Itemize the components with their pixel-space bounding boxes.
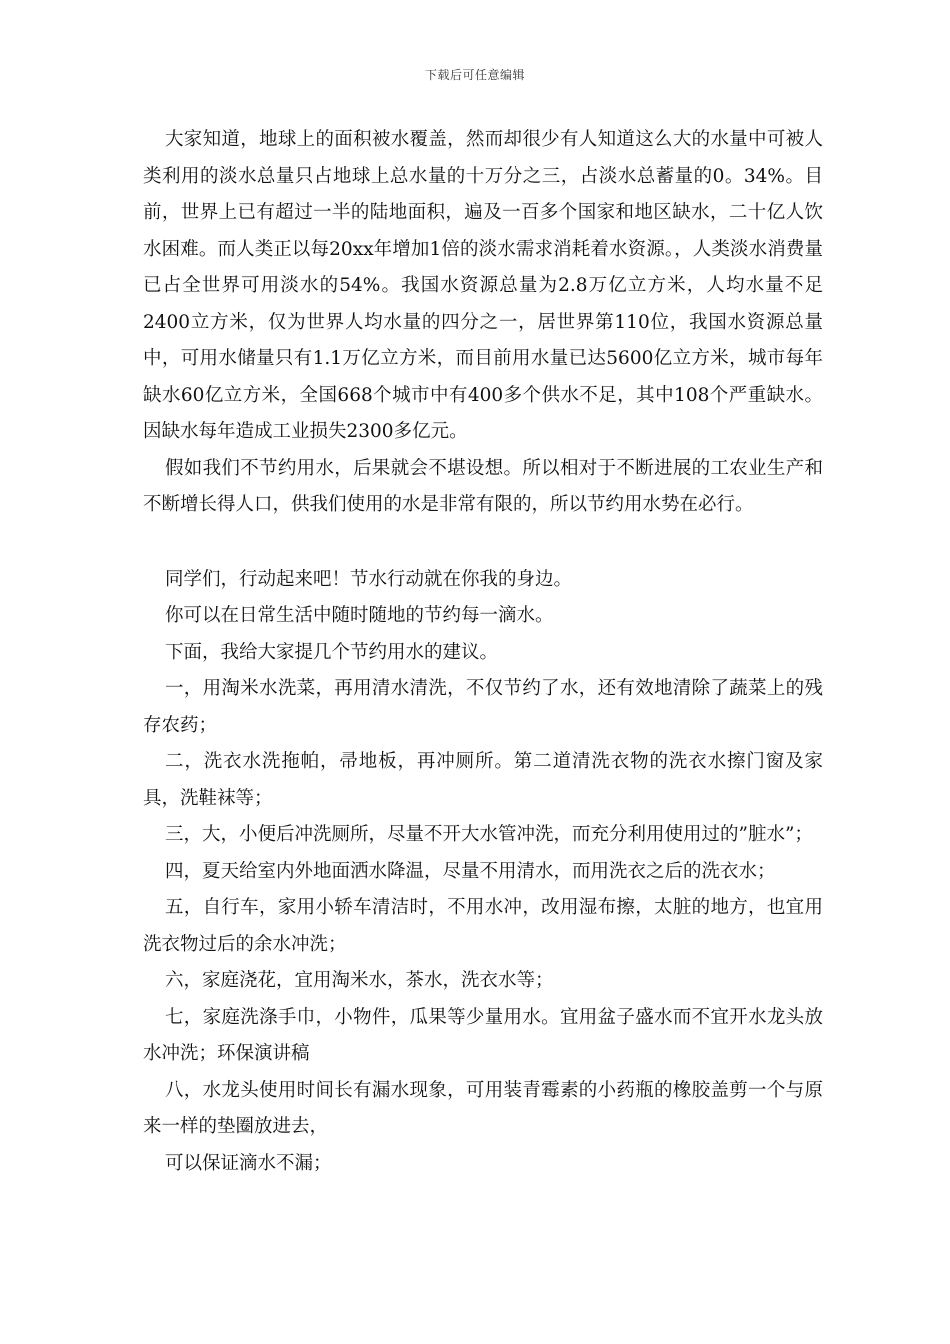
paragraph-suggestions-intro: 下面，我给大家提几个节约用水的建议。 [165, 641, 499, 663]
paragraph-consequence: 假如我们不节约用水，后果就会不堪设想。所以相对于不断进展的工农业生产和不断增长得人口，供我们使用的水是非常有限的，所以节约用水势在必行。 [143, 457, 823, 515]
paragraph-every-drop: 你可以在日常生活中随时随地的节约每一滴水。 [165, 605, 554, 626]
suggestion-item-6: 六，家庭浇花，宜用淘米水，茶水，洗衣水等； [165, 970, 554, 991]
suggestion-item-3: 三，大，小便后冲洗厕所，尽量不开大水管冲洗，而充分利用使用过的”脏水”； [165, 824, 813, 845]
document-body [143, 122, 823, 1182]
suggestion-item-5: 五，自行车，家用小轿车清洁时，不用水冲，改用湿布擦，太脏的地方，也宜用洗衣物过后的余水冲洗； [143, 897, 823, 955]
paragraph-call-to-action: 同学们，行动起来吧！节水行动就在你我的身边。 [165, 568, 573, 590]
suggestion-item-8: 八，水龙头使用时间长有漏水现象，可用装青霉素的小药瓶的橡胶盖剪一个与原来一样的垫圈放进去， [143, 1079, 823, 1137]
suggestion-item-4: 四，夏天给室内外地面洒水降温，尽量不用清水，而用洗衣之后的洗衣水； [165, 860, 776, 882]
suggestion-item-8-continued: 可以保证滴水不漏； [165, 1152, 332, 1174]
suggestion-item-7: 七，家庭洗涤手巾，小物件，瓜果等少量用水。宜用盆子盛水而不宜开水龙头放水冲洗；环保演讲稿 [143, 1006, 823, 1064]
page-header: 下载后可任意编辑 [424, 68, 525, 82]
suggestion-item-1: 一，用淘米水洗菜，再用清水清洗，不仅节约了水，还有效地清除了蔬菜上的残存农药； [143, 678, 823, 736]
paragraph-spacer [143, 524, 823, 562]
suggestion-item-2: 二，洗衣水洗拖帕，帚地板，再冲厕所。第二道清洗衣物的洗衣水擦门窗及家具，洗鞋袜等； [143, 751, 823, 809]
paragraph-water-facts: 大家知道，地球上的面积被水覆盖，然而却很少有人知道这么大的水量中可被人类利用的淡水总量只占地球上总水量的十万分之三，占淡水总蓄量的0。34%。目前，世界上已有超过一半的陆地面积，遍及一百多个国家和地区缺水，二十亿人饮水困难。而人类正以每20xx年增加1倍的淡水需求消耗着水资源。，人类淡水消费量已占全世界可用淡水的54%。我国水资源总量为2.8万亿立方米，人均水量不足2400立方米，仅为世界人均水量的四分之一，居世界第110位，我国水资源总量中，可用水储量只有1.1万亿立方米，而目前用水量已达5600亿立方米，城市每年缺水60亿立方米，全国668个城市中有400多个供水不足，其中108个严重缺水。因缺水每年造成工业损失2300多亿元。 [143, 129, 823, 442]
